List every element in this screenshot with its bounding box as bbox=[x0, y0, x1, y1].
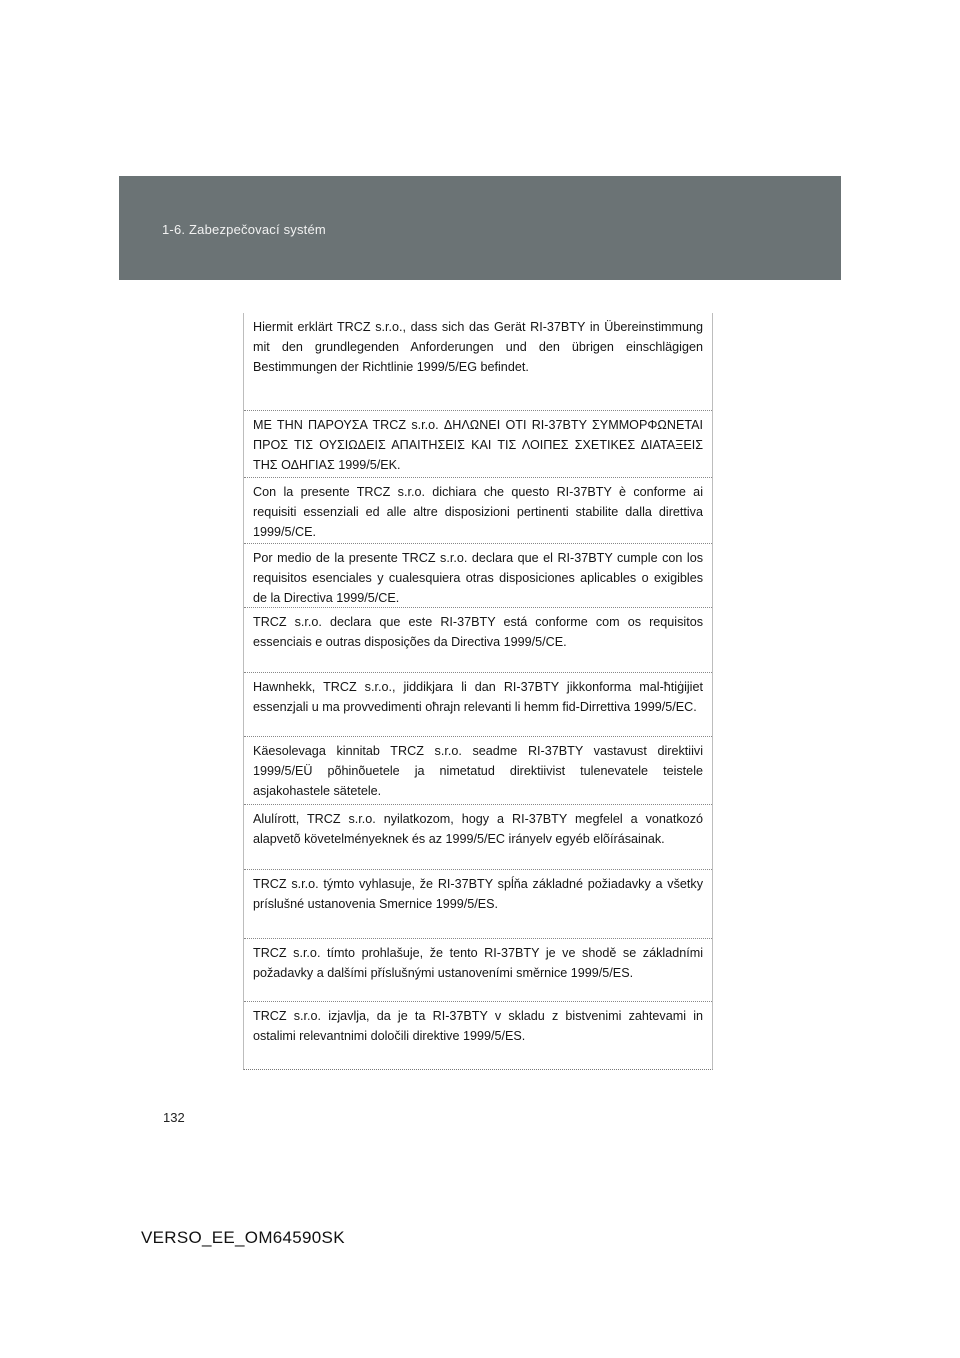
page-number: 132 bbox=[163, 1110, 185, 1125]
section-title: 1-6. Zabezpečovací systém bbox=[162, 222, 326, 237]
declaration-cs: TRCZ s.r.o. tímto prohlašuje, že tento RI-37BTY je ve shodě se základními požadavky a dalšími příslušnými ustanoveními směrnice 1999/5/ES. bbox=[244, 939, 712, 1002]
declaration-hu: Alulírott, TRCZ s.r.o. nyilatkozom, hogy a RI-37BTY megfelel a vonatkozó alapvetõ követelményeknek és az 1999/5/EC irányelv egyéb elõírásainak. bbox=[244, 805, 712, 870]
declaration-sl: TRCZ s.r.o. izjavlja, da je ta RI-37BTY v skladu z bistvenimi zahtevami in ostalimi relevantnimi določili direktive 1999/5/ES. bbox=[253, 1009, 703, 1043]
declaration-de: Hiermit erklärt TRCZ s.r.o., dass sich das Gerät RI-37BTY in Übereinstimmung mit den grundlegenden Anforderungen und den übrigen einschlägigen Bestimmungen der Richtlinie 1999/5/EG befindet. bbox=[244, 313, 712, 411]
declaration-es: Por medio de la presente TRCZ s.r.o. declara que el RI-37BTY cumple con los requisitos esenciales y cualesquiera otras disposiciones aplicables o exigibles de la Directiva 1999/5/CE. bbox=[244, 544, 712, 608]
declaration-it: Con la presente TRCZ s.r.o. dichiara che questo RI-37BTY è conforme ai requisiti essenziali ed alle altre disposizioni pertinenti stabilite dalla direttiva 1999/5/CE. bbox=[244, 478, 712, 544]
declaration-et: Käesolevaga kinnitab TRCZ s.r.o. seadme RI-37BTY vastavust direktiivi 1999/5/EÜ põhinõuetele ja nimetatud direktiivist tulenevatele teistele asjakohastele sätetele. bbox=[244, 737, 712, 805]
declaration-table bbox=[243, 313, 713, 1070]
declaration-pt: TRCZ s.r.o. declara que este RI-37BTY está conforme com os requisitos essenciais e outras disposições da Directiva 1999/5/CE. bbox=[244, 608, 712, 673]
declaration-el: ΜΕ ΤΗΝ ΠΑΡΟΥΣΑ TRCZ s.r.o. ΔΗΛΩΝΕΙ ΟΤΙ RI-37BTY ΣΥΜΜΟΡΦΩΝΕΤΑΙ ΠΡΟΣ ΤΙΣ ΟΥΣΙΩΔΕΙΣ ΑΠΑΙΤΗΣΕΙΣ ΚΑΙ ΤΙΣ ΛΟΙΠΕΣ ΣΧΕΤΙΚΕΣ ΔΙΑΤΑΞΕΙΣ ΤΗΣ ΟΔΗΓΙΑΣ 1999/5/ΕΚ. bbox=[244, 411, 712, 478]
declaration-mt: Hawnhekk, TRCZ s.r.o., jiddikjara li dan RI-37BTY jikkonforma mal-ħtiġijiet essenzjali u ma provvedimenti oħrajn relevanti li hemm fid-Dirrettiva 1999/5/EC. bbox=[244, 673, 712, 737]
declaration-sk: TRCZ s.r.o. týmto vyhlasuje, že RI-37BTY spĺňa základné požiadavky a všetky príslušné ustanovenia Smernice 1999/5/ES. bbox=[244, 870, 712, 939]
document-code: VERSO_EE_OM64590SK bbox=[141, 1228, 345, 1247]
